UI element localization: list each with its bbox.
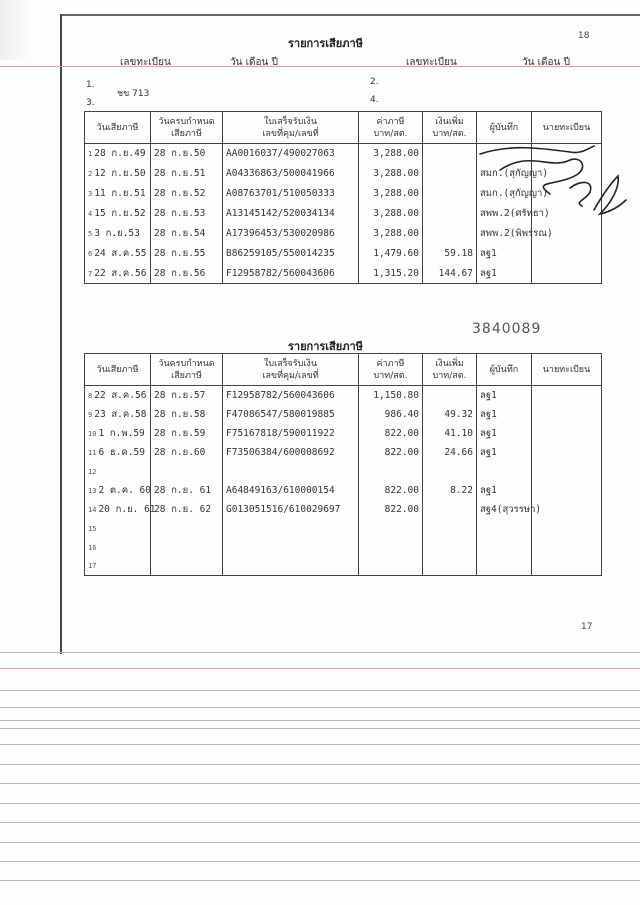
table-row [85, 538, 602, 557]
row-number: 17 [88, 562, 97, 571]
due-date-cell: 28 ก.ย.54 [151, 224, 223, 244]
column-header-tax: ค่าภาษี บาท/สต. [359, 354, 423, 386]
paid-date-cell [85, 557, 151, 576]
scan-border-top [60, 14, 640, 16]
row-number: 14 [88, 505, 97, 514]
recorder-cell: ลฐ1 [477, 405, 532, 424]
fine-amount-cell [423, 204, 477, 224]
fine-amount-cell: 24.66 [423, 443, 477, 462]
paid-date-cell [85, 184, 151, 204]
ruled-line [0, 783, 640, 784]
due-date-cell: 28 ก.ย.58 [151, 405, 223, 424]
paid-date-value: 28 ก.ย.49 [94, 148, 146, 160]
tax-amount-cell: 1,315.20 [359, 264, 423, 284]
paid-date-value: 3 ก.ย.53 [94, 228, 140, 239]
paid-date-cell [85, 405, 151, 424]
column-header-registrar: นายทะเบียน [532, 354, 602, 386]
recorder-cell: สพพ.2(พิพรรณ) [477, 224, 532, 244]
tax-amount-cell: 3,288.00 [359, 224, 423, 244]
column-header-recorder: ผู้บันทึก [477, 354, 532, 386]
tax-amount-cell: 3,288.00 [359, 164, 423, 184]
fine-amount-cell [423, 184, 477, 204]
ruled-line [0, 842, 640, 843]
table-row [85, 462, 602, 481]
fine-amount-cell [423, 144, 477, 164]
row-number: 12 [88, 467, 97, 476]
recorder-cell: ลฐ1 [477, 244, 532, 264]
row-number: 8 [88, 391, 93, 400]
paid-date-cell [85, 424, 151, 443]
fine-amount-cell [423, 557, 477, 576]
due-date-cell: 28 ก.ย.59 [151, 424, 223, 443]
fine-amount-cell [423, 386, 477, 405]
row-number: 1 [88, 150, 93, 159]
recorder-cell [477, 557, 532, 576]
fine-amount-cell [423, 500, 477, 519]
registrar-cell [532, 443, 602, 462]
column-header-receipt: ใบเสร็จรับเงิน เลขที่คุม/เลขที่ [223, 112, 359, 144]
due-date-cell: 28 ก.ย. 62 [151, 500, 223, 519]
column-header-tax: ค่าภาษี บาท/สต. [359, 112, 423, 144]
table-row [85, 244, 602, 264]
header-registration-label-1: เลขทะเบียน [120, 57, 171, 68]
paid-date-cell [85, 164, 151, 184]
ruled-line [0, 720, 640, 721]
tax-amount-cell: 822.00 [359, 443, 423, 462]
header-date-label-1: วัน เดือน ปี [230, 57, 278, 68]
tax-amount-cell: 986.40 [359, 405, 423, 424]
paid-date-value: 1 ก.พ.59 [98, 427, 145, 439]
row-number: 5 [88, 230, 93, 238]
tax-amount-cell: 1,150.80 [359, 386, 423, 405]
index-label-3: 3. [86, 98, 95, 108]
paid-date-cell [85, 538, 151, 557]
due-date-cell: 28 ก.ย.55 [151, 244, 223, 264]
fine-amount-cell: 8.22 [423, 481, 477, 500]
paid-date-cell [85, 144, 151, 164]
paid-date-cell [85, 224, 151, 244]
handwritten-signature [470, 140, 630, 230]
table-row [85, 500, 602, 519]
ruled-line [0, 690, 640, 691]
fine-amount-cell: 59.18 [423, 244, 477, 264]
due-date-cell: 28 ก.ย. 61 [151, 481, 223, 500]
receipt-cell: A64849163/610000154 [223, 481, 359, 500]
recorder-cell: ลฐ1 [477, 424, 532, 443]
recorder-cell: สพพ.2(ศรัทธา) [477, 204, 532, 224]
tax-amount-cell: 822.00 [359, 424, 423, 443]
registration-plate: ชข 713 [117, 89, 150, 99]
recorder-cell: สมก.(สุกัญญา) [477, 164, 532, 184]
fine-amount-cell [423, 462, 477, 481]
tax-amount-cell [359, 519, 423, 538]
receipt-cell [223, 519, 359, 538]
receipt-cell [223, 462, 359, 481]
ruled-line [0, 861, 640, 862]
header-registration-label-2: เลขทะเบียน [406, 57, 457, 68]
due-date-cell: 28 ก.ย.53 [151, 204, 223, 224]
row-number: 13 [88, 486, 97, 495]
due-date-cell [151, 519, 223, 538]
paid-date-value: 24 ส.ค.55 [94, 248, 147, 259]
paid-date-cell [85, 519, 151, 538]
page-number: 18 [578, 31, 590, 41]
ruled-line [0, 652, 640, 653]
footer-page-mark: 17 [581, 622, 593, 632]
column-header-recorder: ผู้บันทึก [477, 112, 532, 144]
fine-amount-cell: 41.10 [423, 424, 477, 443]
column-header-paid-date: วันเสียภาษี [85, 112, 151, 144]
table-row [85, 264, 602, 284]
tax-table-2 [84, 353, 602, 576]
row-number: 6 [88, 250, 93, 258]
tax-amount-cell [359, 462, 423, 481]
receipt-cell: A08763701/510050333 [223, 184, 359, 204]
section1-title: รายการเสียภาษี [288, 37, 363, 50]
registrar-cell [532, 557, 602, 576]
registrar-cell [532, 519, 602, 538]
receipt-cell: G013051516/610029697 [223, 500, 359, 519]
table-row [85, 424, 602, 443]
receipt-cell: B86259105/550014235 [223, 244, 359, 264]
paid-date-cell [85, 244, 151, 264]
paid-date-value: 23 ส.ค.58 [94, 408, 147, 420]
paid-date-value: 22 ส.ค.56 [94, 389, 147, 401]
paid-date-value: 15 ก.ย.52 [94, 208, 146, 219]
scan-corner-shadow [0, 0, 36, 60]
row-number: 11 [88, 448, 97, 457]
recorder-cell: ลฐ1 [477, 264, 532, 284]
header-counter: 3840089 [472, 321, 542, 337]
tax-amount-cell [359, 557, 423, 576]
registrar-cell [532, 405, 602, 424]
index-label-1: 1. [86, 80, 95, 90]
registrar-cell [532, 538, 602, 557]
ruled-line [0, 744, 640, 745]
receipt-cell: AA0016037/490027063 [223, 144, 359, 164]
registrar-cell [532, 424, 602, 443]
paid-date-cell [85, 462, 151, 481]
tax-amount-cell: 3,288.00 [359, 184, 423, 204]
table-row [85, 519, 602, 538]
fine-amount-cell: 49.32 [423, 405, 477, 424]
ruled-line [0, 803, 640, 804]
recorder-cell: สฐ4(สุวรรษา) [477, 500, 532, 519]
fine-amount-cell [423, 164, 477, 184]
table-row [85, 443, 602, 462]
recorder-cell [477, 538, 532, 557]
receipt-cell: A04336863/500041966 [223, 164, 359, 184]
due-date-cell [151, 538, 223, 557]
scan-border-left [60, 14, 62, 654]
receipt-cell: A13145142/520034134 [223, 204, 359, 224]
recorder-cell: ลฐ1 [477, 481, 532, 500]
due-date-cell: 28 ก.ย.56 [151, 264, 223, 284]
fine-amount-cell: 144.67 [423, 264, 477, 284]
registrar-cell [532, 386, 602, 405]
row-number: 10 [88, 429, 97, 438]
tax-amount-cell: 3,288.00 [359, 204, 423, 224]
section2-title: รายการเสียภาษี [288, 340, 363, 353]
ruled-line [0, 764, 640, 765]
receipt-cell: F12958782/560043606 [223, 386, 359, 405]
registrar-cell [532, 481, 602, 500]
column-header-fine: เงินเพิ่ม บาท/สต. [423, 354, 477, 386]
index-label-2: 2. [370, 77, 379, 87]
recorder-cell: ลฐ1 [477, 443, 532, 462]
due-date-cell [151, 462, 223, 481]
tax-amount-cell: 822.00 [359, 500, 423, 519]
registrar-cell [532, 244, 602, 264]
receipt-cell: A17396453/530020986 [223, 224, 359, 244]
column-header-registrar: นายทะเบียน [532, 112, 602, 144]
receipt-cell: F12958782/560043606 [223, 264, 359, 284]
paid-date-cell [85, 481, 151, 500]
paid-date-cell [85, 264, 151, 284]
column-header-paid-date: วันเสียภาษี [85, 354, 151, 386]
row-number: 3 [88, 190, 93, 198]
column-header-fine: เงินเพิ่ม บาท/สต. [423, 112, 477, 144]
paid-date-value: 2 ต.ค. 60 [98, 484, 151, 496]
paid-date-cell [85, 500, 156, 519]
tax-amount-cell: 3,288.00 [359, 144, 423, 164]
ruled-line [0, 822, 640, 823]
paid-date-cell [85, 204, 151, 224]
registrar-cell [532, 500, 602, 519]
tax-amount-cell: 1,479.60 [359, 244, 423, 264]
table-row [85, 405, 602, 424]
receipt-cell: F47086547/580019885 [223, 405, 359, 424]
fine-amount-cell [423, 519, 477, 538]
due-date-cell: 28 ก.ย.57 [151, 386, 223, 405]
index-label-4: 4. [370, 95, 379, 105]
receipt-cell [223, 557, 359, 576]
row-number: 2 [88, 170, 93, 178]
due-date-cell: 28 ก.ย.50 [151, 144, 223, 164]
column-header-due-date: วันครบกำหนด เสียภาษี [151, 112, 223, 144]
ruled-line [0, 880, 640, 881]
table-header-row [85, 112, 602, 144]
ruled-line [0, 668, 640, 669]
paid-date-value: 6 ธ.ค.59 [98, 446, 145, 458]
receipt-cell: F75167818/590011922 [223, 424, 359, 443]
recorder-cell [477, 462, 532, 481]
paid-date-value: 22 ส.ค.56 [94, 267, 147, 279]
ruled-line [0, 707, 640, 708]
row-number: 4 [88, 210, 93, 218]
receipt-cell: F73506384/600008692 [223, 443, 359, 462]
paid-date-value: 12 ก.ย.50 [94, 168, 146, 179]
receipt-cell [223, 538, 359, 557]
column-header-receipt: ใบเสร็จรับเงิน เลขที่คุม/เลขที่ [223, 354, 359, 386]
header-date-label-2: วัน เดือน ปี [522, 57, 570, 68]
due-date-cell: 28 ก.ย.60 [151, 443, 223, 462]
recorder-cell: ลฐ1 [477, 386, 532, 405]
table-row [85, 386, 602, 405]
recorder-cell: สมก.(สุกัญญา) [477, 184, 532, 204]
row-number: 16 [88, 543, 97, 552]
due-date-cell [151, 557, 223, 576]
paid-date-cell [85, 443, 151, 462]
table-row [85, 557, 602, 576]
registrar-cell [532, 264, 602, 284]
registrar-cell [532, 462, 602, 481]
due-date-cell: 28 ก.ย.52 [151, 184, 223, 204]
due-date-cell: 28 ก.ย.51 [151, 164, 223, 184]
tax-amount-cell [359, 538, 423, 557]
fine-amount-cell [423, 538, 477, 557]
recorder-cell [477, 519, 532, 538]
table-header-row [85, 354, 602, 386]
ruled-line [0, 728, 640, 729]
row-number: 15 [88, 524, 97, 533]
paid-date-value: 11 ก.ย.51 [94, 188, 146, 199]
column-header-due-date: วันครบกำหนด เสียภาษี [151, 354, 223, 386]
tax-amount-cell: 822.00 [359, 481, 423, 500]
row-number: 7 [88, 269, 93, 278]
paid-date-cell [85, 386, 151, 405]
paid-date-value: 20 ก.ย. 61 [98, 503, 156, 515]
table-row [85, 481, 602, 500]
fine-amount-cell [423, 224, 477, 244]
row-number: 9 [88, 410, 93, 419]
